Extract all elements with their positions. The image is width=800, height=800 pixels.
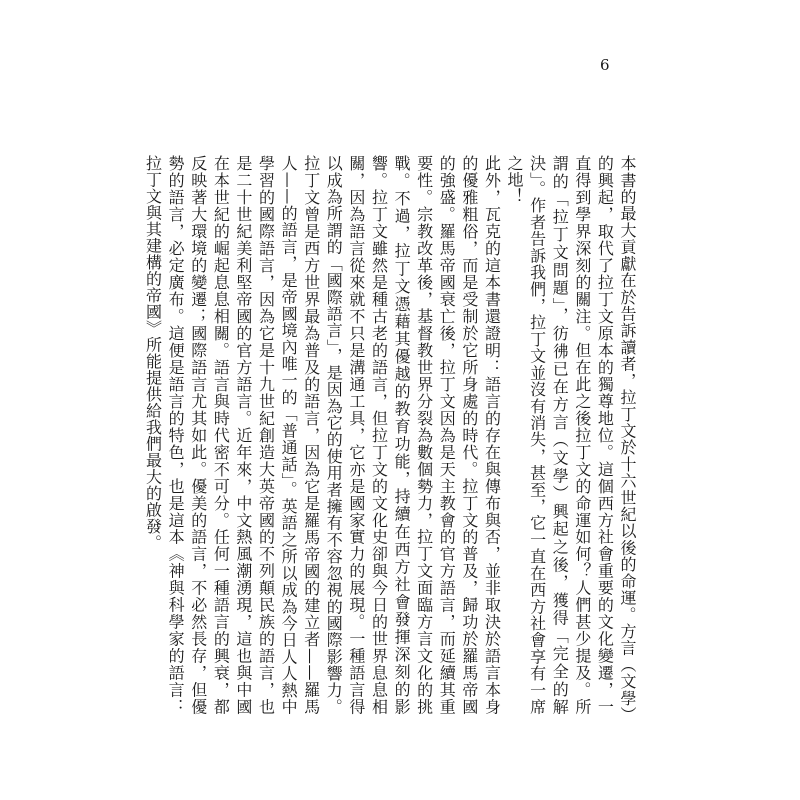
paragraph: 本書的最大貢獻在於告訴讀者，拉丁文於十六世紀以後的命運。方言（文學）的興起，取代了拉丁文原本的獨尊地位。這個西方社會重要的文化變遷，一直得到學界深刻的關注。但在此之後拉丁文的命運如何？人們甚少提及。所謂的「拉丁文問題」，彷彿已在方言（文學）興起之後，獲得「完全的解決」。作者告訴我們，拉丁文並沒有消失，甚至，它一直在西方社會享有一席之地！ <box>505 155 637 715</box>
page-number: 6 <box>600 56 610 74</box>
paragraph: 此外，瓦克的這本書還證明：語言的存在與傳布與否，並非取決於語言本身的優雅粗俗，而是受制於它所身處的時代。拉丁文的普及，歸功於羅馬帝國的強盛。羅馬帝國衰亡後，拉丁文因為是天主教會的官方語言，而延續其重要性。宗教改革後，基督教世界分裂為數個勢力，拉丁文面臨方言文化的挑戰。不過，拉丁文憑藉其優越的教育功能，持續在西方社會發揮深刻的影響。拉丁文雖然是種古老的語言，但拉丁文的文化史卻與今日的世界息息相關，因為語言從來就不只是溝通工具，它亦是國家實力的展現。一種語言得以成為所謂的「國際語言」，是因為它的使用者擁有不容忽視的國際影響力。拉丁文曾是西方世界最為普及的語言，因為它是羅馬帝國的建立者——羅馬人——的語言，是帝國境內唯一的「普通話」。英語之所以成為今日人人熱中學習的國際語言，因為它是十九世紀創造大英帝國的不列顛民族的語言，也是二十世紀美利堅帝國的官方語言。近年來，中文熱風潮湧現，這也與中國在本世紀的崛起息息相關。語言與時代密不可分。任何一種語言的興衰，都反映著大環境的變遷；國際語言尤其如此。優美的語言，不必然長存，但優勢的語言，必定廣布。這便是語言的特色，也是這本《神與科學家的語言：拉丁文與其建構的帝國》所能提供給我們最大的啟發。 <box>143 155 502 715</box>
body-text <box>141 155 638 715</box>
